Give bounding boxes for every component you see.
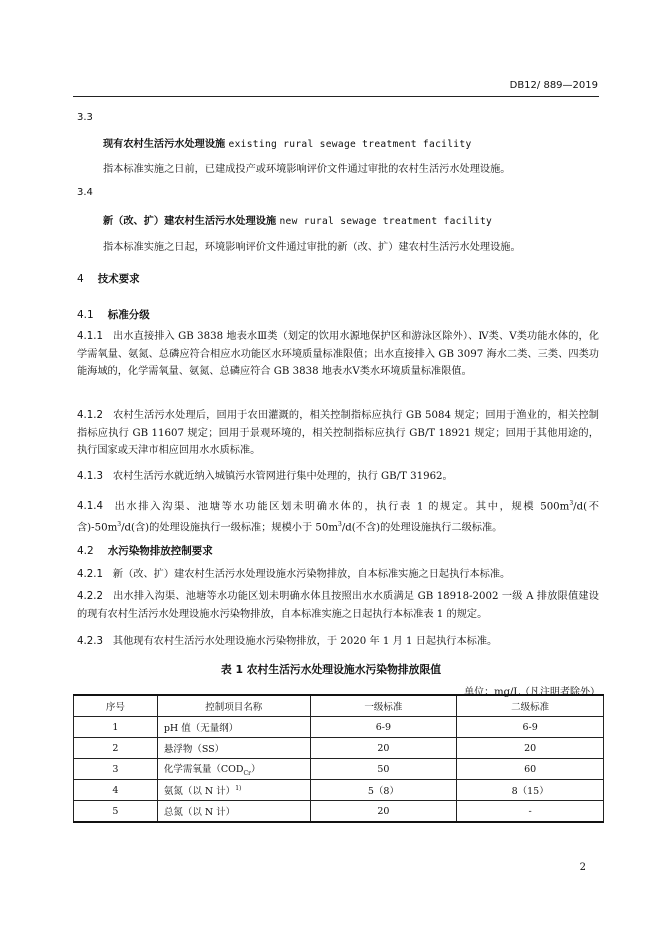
clause-number: 4.2.3 xyxy=(77,636,103,647)
definition-new-facility: 指本标准实施之日起，环境影响评价文件通过审批的新（改、扩）建农村生活污水处理设施。 xyxy=(103,242,521,253)
term-existing-facility xyxy=(103,135,472,150)
clause-number: 4.1.3 xyxy=(77,471,103,482)
heading-title: 标准分级 xyxy=(107,309,150,321)
term-en: existing rural sewage treatment facility xyxy=(228,139,472,150)
control-item: 悬浮物（SS） xyxy=(157,738,310,759)
paragraph-4-1-4 xyxy=(77,495,599,537)
superscript: 3 xyxy=(338,520,342,528)
emission-limits-table xyxy=(73,694,604,823)
paragraph-4-1-3 xyxy=(77,468,599,486)
clause-text-part: 出水排入沟渠、池塘等水功能区划未明确水体的，执行表 1 的规定。其中，规模 500m xyxy=(112,501,570,513)
clause-text: 新（改、扩）建农村生活污水处理设施水污染物排放，自本标准实施之日起执行本标准。 xyxy=(112,569,511,580)
heading-number: 4 xyxy=(77,273,84,285)
table-row xyxy=(74,801,604,823)
clause-number: 4.1.4 xyxy=(77,501,103,513)
term-cn: 现有农村生活污水处理设施 xyxy=(103,139,226,150)
heading-4-1 xyxy=(77,307,150,322)
level1-value: 6-9 xyxy=(310,717,457,738)
superscript: 3 xyxy=(569,500,574,507)
paragraph-4-2-2 xyxy=(77,588,599,623)
clause-text: 农村生活污水就近纳入城镇污水管网进行集中处理的，执行 GB/T 31962。 xyxy=(112,471,453,482)
clause-number: 4.2.2 xyxy=(77,591,103,602)
table-row xyxy=(74,780,604,801)
superscript: 3 xyxy=(117,520,122,528)
control-item-tail: ） xyxy=(250,764,261,776)
clause-text-part: /d(不含)-50m xyxy=(77,501,599,534)
section-number-3-4: 3.4 xyxy=(77,187,93,198)
term-cn: 新（改、扩）建农村生活污水处理设施 xyxy=(103,216,277,227)
paragraph-4-1-1 xyxy=(77,328,599,381)
section-number-3-3: 3.3 xyxy=(77,112,93,123)
table-unit-note: 单位：mg/L（凡注明者除外） xyxy=(464,687,600,698)
heading-4 xyxy=(77,271,140,286)
control-item: 总氮（以 N 计） xyxy=(157,801,310,823)
level1-value: 20 xyxy=(310,801,457,823)
control-item-text: 化学需氧量（COD xyxy=(163,764,244,776)
header-rule xyxy=(73,96,599,97)
clause-text: 出水排入沟渠、池塘等水功能区划未明确水体且按照出水水质满足 GB 18918-2002 一级 A 排放限值建设的现有农村生活污水处理设施水污染物排放，自本标准实施之日起执行本标准表 1 的规定。 xyxy=(77,591,599,620)
term-en: new rural sewage treatment facility xyxy=(279,216,493,227)
table-header-row xyxy=(74,695,604,717)
heading-number: 4.2 xyxy=(77,545,94,557)
header-cell: 控制项目名称 xyxy=(157,695,310,717)
header-cell: 二级标准 xyxy=(457,695,604,717)
row-number: 1 xyxy=(74,717,158,738)
subscript: Cr xyxy=(243,769,251,777)
table-caption: 表 1 农村生活污水处理设施水污染物排放限值 xyxy=(220,663,442,676)
paragraph-4-2-3 xyxy=(77,633,599,651)
table-row xyxy=(74,759,604,780)
row-number: 4 xyxy=(74,780,158,801)
clause-number: 4.1.1 xyxy=(77,331,103,342)
level2-value: 6-9 xyxy=(457,717,604,738)
heading-title: 技术要求 xyxy=(97,273,140,285)
row-number: 3 xyxy=(74,759,158,780)
page-number: 2 xyxy=(579,862,586,873)
table-row xyxy=(74,717,604,738)
clause-text: 出水直接排入 GB 3838 地表水Ⅲ类（划定的饮用水源地保护区和游泳区除外）、Ⅳ类、Ⅴ类功能水体的，化学需氧量、氨氮、总磷应符合相应水功能区水环境质量标准限值；出水直接排入 GB 3097 海水二类、三类、四类功能海域的，化学需氧量、氨氮、总磷应符合 GB 3838 地表水Ⅴ类水环境质量标准限值。 xyxy=(77,331,599,377)
level2-value: 8（15） xyxy=(457,780,604,801)
control-item: pH 值（无量纲） xyxy=(157,717,310,738)
document-id-header: DB12/ 889—2019 xyxy=(509,80,598,91)
heading-4-2 xyxy=(77,543,213,558)
clause-number: 4.1.2 xyxy=(77,410,103,421)
control-item-text: 氨氮（以 N 计） xyxy=(163,786,236,797)
definition-existing-facility: 指本标准实施之日前，已建成投产或环境影响评价文件通过审批的农村生活污水处理设施。 xyxy=(103,164,511,175)
clause-text-part: /d(不含)的处理设施执行二级标准。 xyxy=(341,522,503,534)
level1-value: 20 xyxy=(310,738,457,759)
paragraph-4-2-1 xyxy=(77,566,599,584)
clause-text: 农村生活污水处理后，回用于农田灌溉的，相关控制指标应执行 GB 5084 规定；回用于渔业的，相关控制指标应执行 GB 11607 规定；回用于景观环境的，相关控制指标应执行 GB/T 18921 规定；回用于其他用途的，执行国家或天津市相应回用水水质标准。 xyxy=(77,410,599,456)
clause-text: 其他现有农村生活污水处理设施水污染物排放，于 2020 年 1 月 1 日起执行本标准。 xyxy=(112,636,498,647)
clause-number: 4.2.1 xyxy=(77,569,103,580)
header-cell: 序号 xyxy=(74,695,158,717)
clause-text-part: /d(含)的处理设施执行一级标准；规模小于 50m xyxy=(121,522,339,534)
level2-value: 60 xyxy=(457,759,604,780)
heading-number: 4.1 xyxy=(77,309,94,321)
level2-value: 20 xyxy=(457,738,604,759)
paragraph-4-1-2 xyxy=(77,407,599,460)
level2-value: - xyxy=(457,801,604,823)
row-number: 5 xyxy=(74,801,158,823)
table-row xyxy=(74,738,604,759)
term-new-facility xyxy=(103,212,492,227)
control-item xyxy=(157,780,310,801)
level1-value: 5（8） xyxy=(310,780,457,801)
heading-title: 水污染物排放控制要求 xyxy=(107,545,213,557)
footnote-marker: 1) xyxy=(235,784,242,792)
level1-value: 50 xyxy=(310,759,457,780)
header-cell: 一级标准 xyxy=(310,695,457,717)
control-item xyxy=(157,759,310,780)
row-number: 2 xyxy=(74,738,158,759)
